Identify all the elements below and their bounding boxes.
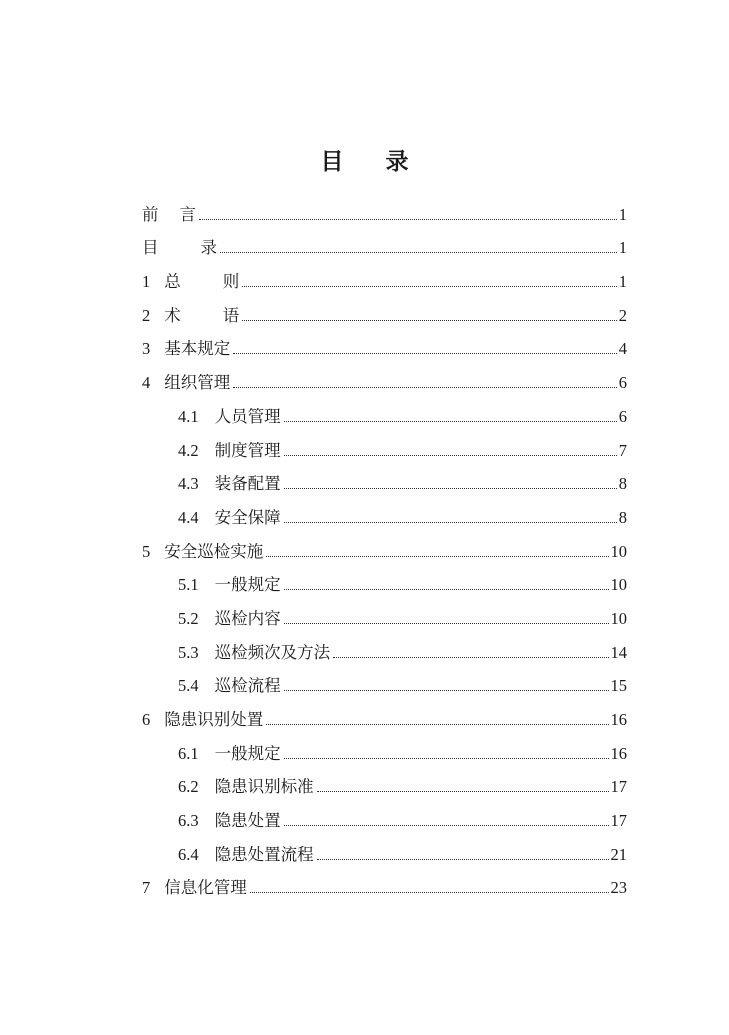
dot-leader (220, 251, 617, 253)
toc-subentry[interactable] (142, 663, 627, 697)
dot-leader (233, 386, 617, 388)
toc-entry-number: 5.2 (178, 608, 199, 628)
dot-leader (233, 352, 617, 354)
toc-entry-number: 6.4 (178, 844, 199, 864)
toc-entry-number: 1 (142, 272, 151, 292)
toc-entry-label: 一般规定 (214, 743, 281, 763)
toc-entry-page: 16 (610, 743, 627, 763)
dot-leader (284, 689, 609, 691)
toc-entry-label: 前 言 (142, 204, 196, 224)
toc-entry-number: 4.4 (178, 507, 199, 527)
toc-entry[interactable] (142, 191, 627, 225)
toc-subentry[interactable] (142, 427, 627, 461)
toc-entry-page: 1 (618, 238, 627, 258)
toc-entry-number: 5 (142, 541, 151, 561)
toc-entry-page: 1 (618, 272, 627, 292)
dot-leader (284, 588, 609, 590)
toc-entry-page: 8 (618, 507, 627, 527)
toc-entry-page: 8 (618, 474, 627, 494)
toc-entry-page: 2 (618, 305, 627, 325)
toc-entry-number: 6 (142, 710, 151, 729)
toc-entry-label: 一般规定 (214, 575, 281, 595)
toc-entry-label: 总 则 (164, 272, 240, 292)
toc-entry-label: 巡检内容 (214, 608, 281, 628)
toc-entry-label: 隐患识别标准 (214, 777, 314, 797)
toc-entry-label: 组织管理 (164, 373, 231, 393)
toc-entry[interactable] (142, 865, 627, 899)
toc-entry-page: 10 (610, 541, 627, 561)
toc-entry-page: 6 (618, 406, 627, 426)
dot-leader (317, 858, 609, 860)
toc-entry[interactable] (142, 359, 627, 393)
dot-leader (284, 757, 609, 759)
toc-entry-label: 装备配置 (214, 474, 281, 494)
toc-entry-page: 10 (610, 575, 627, 595)
toc-entry-page: 16 (610, 710, 627, 729)
dot-leader (284, 521, 617, 523)
toc-entry-page: 14 (610, 642, 627, 662)
dot-leader (266, 555, 608, 557)
toc-entry-number: 4 (142, 373, 151, 393)
toc-entry-page: 6 (618, 373, 627, 393)
toc-entry-page: 17 (610, 811, 627, 831)
dot-leader (284, 824, 609, 826)
toc-entry-label: 制度管理 (214, 440, 281, 460)
toc-subentry[interactable] (142, 461, 627, 495)
toc-entry-label: 巡检流程 (214, 676, 281, 696)
toc-entry-page: 21 (610, 844, 627, 864)
toc-subentry[interactable] (142, 730, 627, 764)
toc-subentry[interactable] (142, 831, 627, 865)
dot-leader (284, 420, 617, 422)
toc-entry[interactable] (142, 528, 627, 562)
toc-entry-number: 5.4 (178, 676, 199, 696)
table-of-contents (142, 191, 627, 898)
page-title (0, 143, 729, 176)
toc-entry-number: 4.3 (178, 474, 199, 494)
toc-subentry[interactable] (142, 393, 627, 427)
dot-leader (250, 891, 609, 893)
toc-entry-label: 安全巡检实施 (164, 541, 264, 561)
toc-subentry[interactable] (142, 629, 627, 663)
toc-entry-label: 隐患处置 (214, 811, 281, 831)
toc-entry-page: 23 (610, 878, 627, 898)
dot-leader (199, 218, 617, 220)
toc-subentry[interactable] (142, 797, 627, 831)
dot-leader (284, 487, 617, 489)
toc-entry-page: 7 (618, 440, 627, 460)
toc-entry-label: 基本规定 (164, 339, 231, 359)
toc-entry-label: 信息化管理 (164, 878, 247, 898)
toc-entry-label: 目 录 (142, 238, 217, 258)
toc-entry-label: 巡检频次及方法 (214, 642, 331, 662)
dot-leader (284, 454, 617, 456)
toc-entry-label: 人员管理 (214, 406, 281, 426)
toc-entry-number: 4.1 (178, 406, 199, 426)
toc-entry-number: 6.3 (178, 811, 199, 831)
toc-subentry[interactable] (142, 595, 627, 629)
toc-entry-page: 1 (618, 204, 627, 224)
toc-entry-label: 术 语 (164, 305, 240, 325)
toc-entry-label: 隐患识别处置 (164, 710, 264, 729)
toc-entry-label: 安全保障 (214, 507, 281, 527)
toc-entry[interactable] (142, 326, 627, 360)
toc-entry-number: 6.2 (178, 777, 199, 797)
title-char-1: 目 (320, 149, 344, 175)
toc-entry[interactable] (142, 292, 627, 326)
dot-leader (266, 723, 608, 725)
title-char-2: 录 (385, 149, 409, 175)
toc-entry-page: 15 (610, 676, 627, 696)
toc-entry-number: 5.3 (178, 642, 199, 662)
dot-leader (242, 319, 617, 321)
toc-entry-number: 2 (142, 305, 151, 325)
toc-entry[interactable] (142, 258, 627, 292)
toc-entry-number: 5.1 (178, 575, 199, 595)
toc-subentry[interactable] (142, 562, 627, 596)
toc-entry-page: 4 (618, 339, 627, 359)
toc-entry-label: 隐患处置流程 (214, 844, 314, 864)
toc-entry-page: 17 (610, 777, 627, 797)
dot-leader (284, 622, 609, 624)
toc-subentry[interactable] (142, 764, 627, 798)
toc-entry-number: 4.2 (178, 440, 199, 460)
toc-subentry[interactable] (142, 494, 627, 528)
dot-leader (242, 285, 617, 287)
toc-entry-number: 3 (142, 339, 151, 359)
toc-entry[interactable] (142, 225, 627, 259)
toc-entry-number: 7 (142, 878, 151, 898)
toc-entry-page: 10 (610, 608, 627, 628)
dot-leader (317, 790, 609, 792)
toc-entry-number: 6.1 (178, 743, 199, 763)
toc-entry[interactable] (142, 696, 627, 730)
dot-leader (333, 656, 608, 658)
